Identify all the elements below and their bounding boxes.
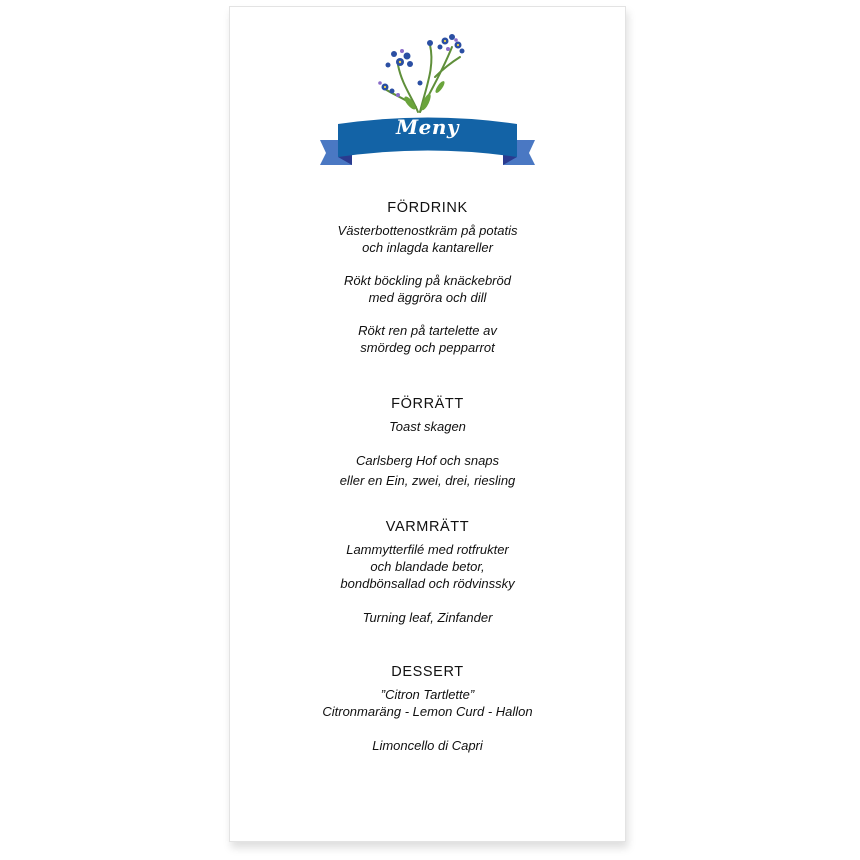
section-title: FÖRDRINK (387, 200, 468, 216)
section-varmratt (230, 517, 625, 626)
menu-item-line: eller en Ein, zwei, drei, riesling (339, 473, 516, 488)
menu-item-line: och inlagda kantareller (362, 240, 493, 255)
menu-item-line: Turning leaf, Zinfander (362, 610, 493, 625)
section-forratt (230, 394, 625, 489)
banner-title: Meny (395, 115, 460, 139)
flower-banner-illustration (230, 7, 625, 182)
menu-item-line: Citronmaräng - Lemon Curd - Hallon (322, 704, 533, 719)
menu-item-line: Rökt böckling på knäckebröd (344, 273, 511, 288)
menu-item-line: bondbönsallad och rödvinssky (340, 576, 515, 591)
menu-item-line: och blandade betor, (370, 559, 485, 574)
menu-item-line: Carlsberg Hof och snaps (355, 453, 500, 468)
section-title: FÖRRÄTT (391, 396, 464, 412)
menu-item-line: Limoncello di Capri (372, 738, 483, 753)
menu-item-line: ”Citron Tartlette” (380, 687, 475, 702)
section-title: DESSERT (391, 664, 464, 680)
menu-item-line: Lammytterfilé med rotfrukter (346, 542, 509, 557)
section-fordrink (230, 198, 625, 356)
menu-card (229, 6, 626, 842)
menu-item-line: smördeg och pepparrot (360, 340, 495, 355)
menu-item-line: Rökt ren på tartelette av (358, 323, 497, 338)
menu-item-line: Toast skagen (389, 419, 466, 434)
menu-item-line: Västerbottenostkräm på potatis (337, 223, 518, 238)
menu-item-line: med äggröra och dill (368, 290, 487, 305)
section-dessert (230, 662, 625, 754)
section-title: VARMRÄTT (385, 519, 470, 535)
